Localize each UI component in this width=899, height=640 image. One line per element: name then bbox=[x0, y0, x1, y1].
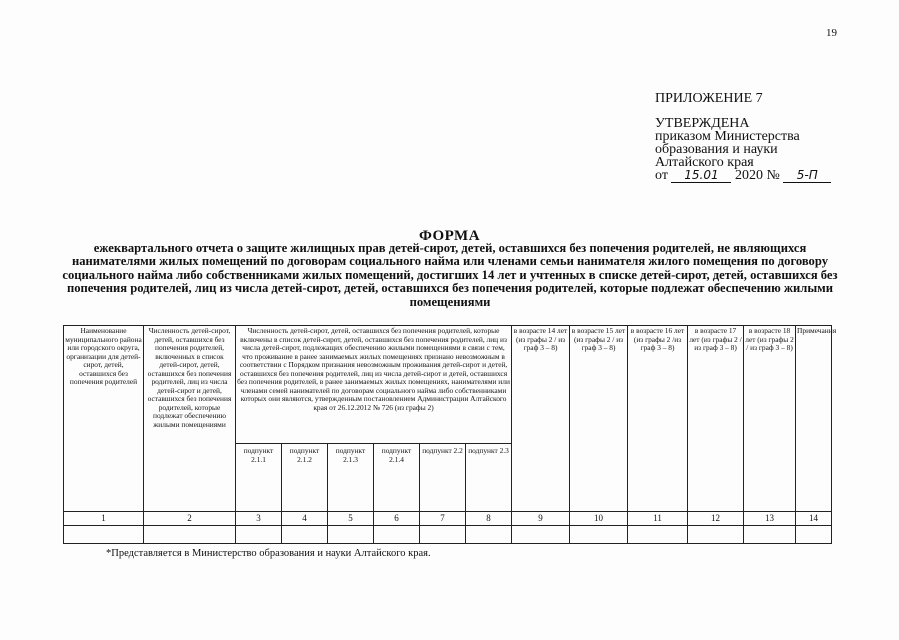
column-number: 4 bbox=[282, 512, 328, 526]
handwritten-number: 5-П bbox=[783, 169, 831, 183]
subheader-2-1-3: подпункт 2.1.3 bbox=[328, 444, 374, 512]
column-number: 12 bbox=[688, 512, 744, 526]
column-number: 6 bbox=[374, 512, 420, 526]
header-age-14: в возрасте 14 лет (из графы 2 / из граф 3 – 8) bbox=[512, 326, 570, 512]
column-number: 8 bbox=[466, 512, 512, 526]
empty-data-row bbox=[64, 526, 832, 544]
empty-cell bbox=[144, 526, 236, 544]
approval-block bbox=[655, 117, 831, 183]
empty-cell bbox=[570, 526, 628, 544]
subheader-2-3: подпункт 2.3 bbox=[466, 444, 512, 512]
column-number: 10 bbox=[570, 512, 628, 526]
header-total-count: Численность детей-сирот, детей, оставшихся без попечения родителей, включенных в список детей-сирот, детей, оставшихся без попечения родителей, лиц из числа детей-сирот и детей, оставшихся без попечения родителей, которые подлежат обеспечению жилыми помещениями bbox=[144, 326, 236, 512]
empty-cell bbox=[236, 526, 282, 544]
column-number: 11 bbox=[628, 512, 688, 526]
empty-cell bbox=[282, 526, 328, 544]
approval-date-line bbox=[655, 169, 831, 183]
header-municipality: Наименование муниципального района или городского округа, организации для детей-сирот, детей, оставшихся без попечения родителей bbox=[64, 326, 144, 512]
header-row bbox=[64, 326, 832, 444]
column-number: 2 bbox=[144, 512, 236, 526]
subheader-2-2: подпункт 2.2 bbox=[420, 444, 466, 512]
empty-cell bbox=[744, 526, 796, 544]
annex-label: ПРИЛОЖЕНИЕ 7 bbox=[655, 91, 763, 106]
handwritten-date: 15.01 bbox=[671, 169, 731, 183]
subheader-2-1-1: подпункт 2.1.1 bbox=[236, 444, 282, 512]
subheader-2-1-2: подпункт 2.1.2 bbox=[282, 444, 328, 512]
form-description: ежеквартального отчета о защите жилищных прав детей-сирот, детей, оставшихся без попечения родителей, не являющихся нанимателями жилых помещений по договорам социального найма или членами семьи нанимателя жилого помещения по договору социального найма либо собственниками жилых помещений, достигших 14 лет и учтенных в списке детей-сирот, детей, оставшихся без попечения родителей, лиц из числа детей-сирот, детей, оставшихся без попечения родителей, которые подлежат обеспечению жилыми помещениями bbox=[62, 241, 838, 309]
empty-cell bbox=[688, 526, 744, 544]
column-number: 13 bbox=[744, 512, 796, 526]
empty-cell bbox=[796, 526, 832, 544]
header-age-18: в возрасте 18 лет (из графы 2 / из граф 3 – 8) bbox=[744, 326, 796, 512]
form-title: ФОРМА bbox=[418, 228, 481, 244]
report-table bbox=[63, 325, 837, 544]
approval-line-1: приказом Министерства bbox=[655, 129, 800, 144]
header-age-16: в возрасте 16 лет (из графы 2 /из граф 3 – 8) bbox=[628, 326, 688, 512]
column-number: 5 bbox=[328, 512, 374, 526]
approval-line-2: образования и науки bbox=[655, 142, 778, 157]
empty-cell bbox=[628, 526, 688, 544]
approval-title: УТВЕРЖДЕНА bbox=[655, 116, 750, 131]
column-number: 3 bbox=[236, 512, 282, 526]
approval-line-3: Алтайского края bbox=[655, 155, 754, 170]
header-group-impossible-living: Численность детей-сирот, детей, оставшихся без попечения родителей, которые включены в список детей-сирот, детей, оставшихся без попечения родителей, лиц из числа детей-сирот, подлежащих обеспечению жилыми помещениями в связи с тем, что проживание в ранее занимаемых жилых помещениях признано невозможным в соответствии с Порядком признания невозможным проживания детей-сирот и детей, оставшихся без попечения родителей, лиц из числа детей-сирот и детей, оставшихся без попечения родителей, в ранее занимаемых жилых помещениях, нанимателями или членами семей нанимателей по договорам социального найма либо собственниками которых они являются, утвержденным постановлением Администрации Алтайского края от 26.12.2012 № 726 (из графы 2) bbox=[236, 326, 512, 444]
header-age-17: в возрасте 17 лет (из графы 2 / из граф 3 – 8) bbox=[688, 326, 744, 512]
footnote: *Представляется в Министерство образования и науки Алтайского края. bbox=[106, 548, 431, 559]
empty-cell bbox=[374, 526, 420, 544]
subheader-2-1-4: подпункт 2.1.4 bbox=[374, 444, 420, 512]
column-number: 7 bbox=[420, 512, 466, 526]
empty-cell bbox=[328, 526, 374, 544]
empty-cell bbox=[512, 526, 570, 544]
page-number: 19 bbox=[826, 27, 837, 39]
header-notes: Примечания bbox=[796, 326, 832, 512]
header-age-15: в возрасте 15 лет (из графы 2 / из граф 3 – 8) bbox=[570, 326, 628, 512]
column-number-row bbox=[64, 512, 832, 526]
column-number: 1 bbox=[64, 512, 144, 526]
empty-cell bbox=[466, 526, 512, 544]
empty-cell bbox=[420, 526, 466, 544]
empty-cell bbox=[64, 526, 144, 544]
column-number: 14 bbox=[796, 512, 832, 526]
year-text: 2020 № bbox=[734, 168, 780, 183]
column-number: 9 bbox=[512, 512, 570, 526]
date-prefix: от bbox=[655, 168, 668, 183]
